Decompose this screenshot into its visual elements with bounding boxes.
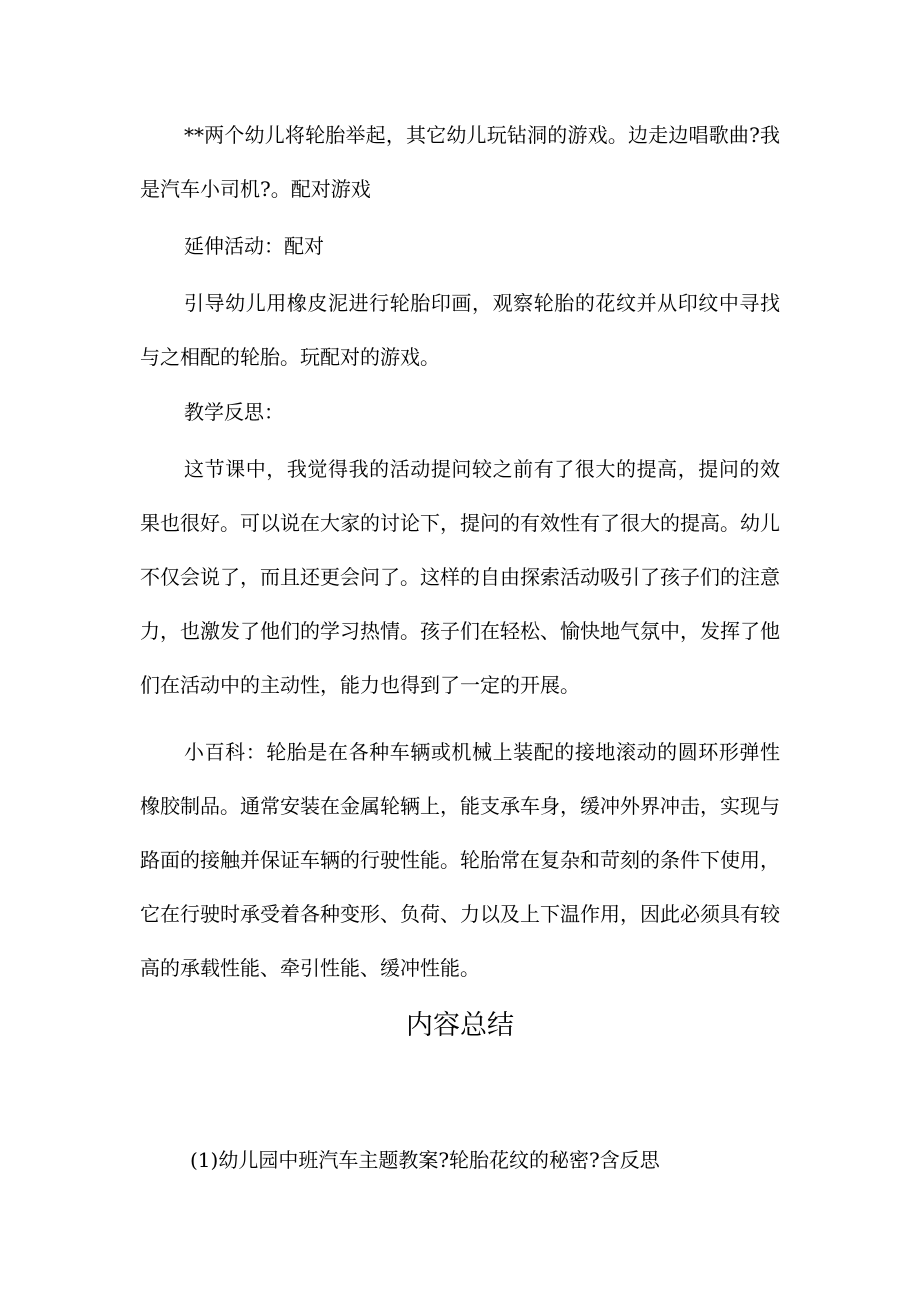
summary-title: 内容总结 bbox=[406, 1010, 514, 1041]
paragraph-tire-game: **两个幼儿将轮胎举起，其它幼儿玩钻洞的游戏。边走边唱歌曲?我是汽车小司机?。配对游戏 bbox=[140, 123, 780, 201]
paragraph-encyclopedia: 小百科：轮胎是在各种车辆或机械上装配的接地滚动的圆环形弹性橡胶制品。通常安装在金属轮辆上，能支承车身，缓冲外界冲击，实现与路面的接触并保证车辆的行驶性能。轮胎常在复杂和苛刻的条件下使用，它在行驶时承受着各种变形、负荷、力以及上下温作用，因此必须具有较高的承载性能、牵引性能、缓冲性能。 bbox=[140, 740, 780, 980]
summary-item: (1)幼儿园中班汽车主题教案?轮胎花纹的秘密?含反思 bbox=[190, 1148, 660, 1172]
paragraph-extension-activity: 延伸活动：配对 bbox=[184, 234, 324, 258]
paragraph-reflection-body: 这节课中，我觉得我的活动提问较之前有了很大的提高，提问的效果也很好。可以说在大家的讨论下，提问的有效性有了很大的提高。幼儿不仅会说了，而且还更会问了。这样的自由探索活动吸引了孩子们的注意力，也激发了他们的学习热情。孩子们在轻松、愉快地气氛中，发挥了他们在活动中的主动性，能力也得到了一定的开展。 bbox=[140, 457, 780, 697]
paragraph-reflection-heading: 教学反思： bbox=[184, 400, 284, 424]
paragraph-tire-printing: 引导幼儿用橡皮泥进行轮胎印画，观察轮胎的花纹并从印纹中寻找与之相配的轮胎。玩配对的游戏。 bbox=[140, 291, 780, 369]
